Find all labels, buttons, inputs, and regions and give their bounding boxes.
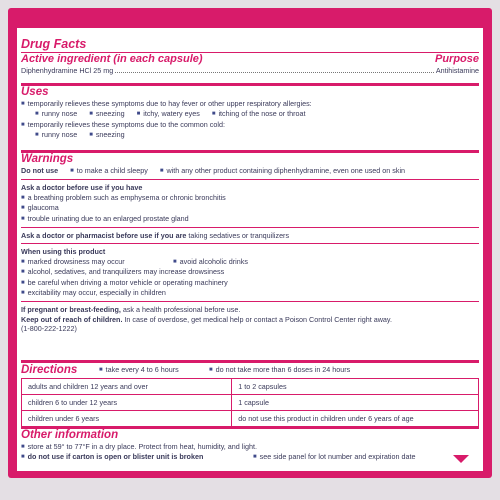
uses-symptoms-1 (21, 109, 479, 119)
overdose-text: In case of overdose, get medical help or contact a Poison Control Center right away. (124, 314, 392, 324)
uses-section (21, 83, 479, 141)
table-cell: 1 to 2 capsules (232, 379, 479, 395)
poison-control-phone: (1-800-222-1222) (21, 324, 77, 334)
uses-line-1: ■ temporarily relieves these symptoms due to hay fever or other upper respiratory allergies: (21, 99, 479, 109)
rule (21, 179, 479, 180)
ask-doctor-item: ■ trouble urinating due to an enlarged prostate gland (21, 214, 479, 224)
do-not-use-if-open: ■ do not use if carton is open or blister unit is broken (21, 452, 251, 462)
active-section (21, 38, 479, 75)
ask-pharmacist-text: taking sedatives or tranquilizers (188, 231, 290, 241)
pregnant-label: If pregnant or breast-feeding, (21, 305, 121, 315)
directions-heading: Directions (21, 364, 78, 376)
symptom: ■ runny nose (35, 130, 77, 140)
table-cell: adults and children 12 years and over (22, 379, 232, 395)
table-row (22, 411, 479, 427)
rule (21, 243, 479, 244)
symptom: ■ itching of the nose or throat (212, 109, 306, 119)
storage-text: ■ store at 59° to 77°F in a dry place. Protect from heat, humidity, and light. (21, 442, 479, 452)
ask-doctor-item: ■ a breathing problem such as emphysema or chronic bronchitis (21, 193, 479, 203)
ask-doctor-item: ■ glaucoma (21, 203, 479, 213)
when-using-item: ■ excitability may occur, especially in children (21, 288, 479, 298)
keep-out-label: Keep out of reach of children. (21, 314, 123, 324)
other-info-heading: Other information (21, 429, 119, 441)
directions-bullet: ■ do not take more than 6 doses in 24 hours (209, 365, 350, 375)
ask-pharmacist-label: Ask a doctor or pharmacist before use if you are (21, 231, 187, 241)
continue-arrow-icon (453, 455, 469, 463)
when-using-item: ■ alcohol, sedatives, and tranquilizers may increase drowsiness (21, 267, 479, 277)
symptom: ■ runny nose (35, 109, 77, 119)
ask-doctor-heading: Ask a doctor before use if you have (21, 183, 143, 193)
directions-bullet: ■ take every 4 to 6 hours (99, 365, 209, 375)
when-using-item: ■ marked drowsiness may occur (21, 257, 171, 267)
pregnant-text: ask a health professional before use. (122, 305, 241, 315)
drug-facts-panel (17, 28, 483, 471)
rule (21, 227, 479, 228)
uses-line-2: ■ temporarily relieves these symptoms due to the common cold: (21, 120, 479, 130)
warnings-section (21, 150, 479, 334)
dosage-table (21, 378, 479, 427)
when-using-item: ■ avoid alcoholic drinks (173, 257, 248, 266)
dot-leader (115, 72, 434, 73)
uses-symptoms-2 (21, 130, 479, 140)
rule (21, 301, 479, 302)
do-not-use-item: ■ with any other product containing diphenhydramine, even one used on skin (160, 166, 405, 176)
table-cell: do not use this product in children under 6 years of age (232, 411, 479, 427)
symptom: ■ sneezing (89, 130, 124, 140)
other-info-section (21, 426, 479, 463)
active-heading: Active ingredient (in each capsule) (21, 53, 203, 65)
table-cell: children under 6 years (22, 411, 232, 427)
table-row (22, 379, 479, 395)
table-row (22, 395, 479, 411)
active-ingredient: Diphenhydramine HCl 25 mg (21, 66, 114, 75)
purpose-heading: Purpose (434, 53, 479, 65)
do-not-use-item: ■ to make a child sleepy (70, 166, 148, 176)
purpose-value: Antihistamine (435, 66, 479, 75)
warnings-heading: Warnings (21, 153, 74, 165)
drug-facts-title: Drug Facts (21, 37, 87, 51)
table-cell: 1 capsule (232, 395, 479, 411)
table-cell: children 6 to under 12 years (22, 395, 232, 411)
uses-heading: Uses (21, 86, 49, 98)
symptom: ■ itchy, watery eyes (137, 109, 200, 119)
when-using-item: ■ be careful when driving a motor vehicle or operating machinery (21, 278, 479, 288)
when-using-heading: When using this product (21, 247, 106, 257)
do-not-use-label: Do not use (21, 166, 59, 175)
lot-number-note: ■ see side panel for lot number and expiration date (253, 452, 415, 461)
directions-section (21, 360, 479, 427)
symptom: ■ sneezing (89, 109, 124, 119)
